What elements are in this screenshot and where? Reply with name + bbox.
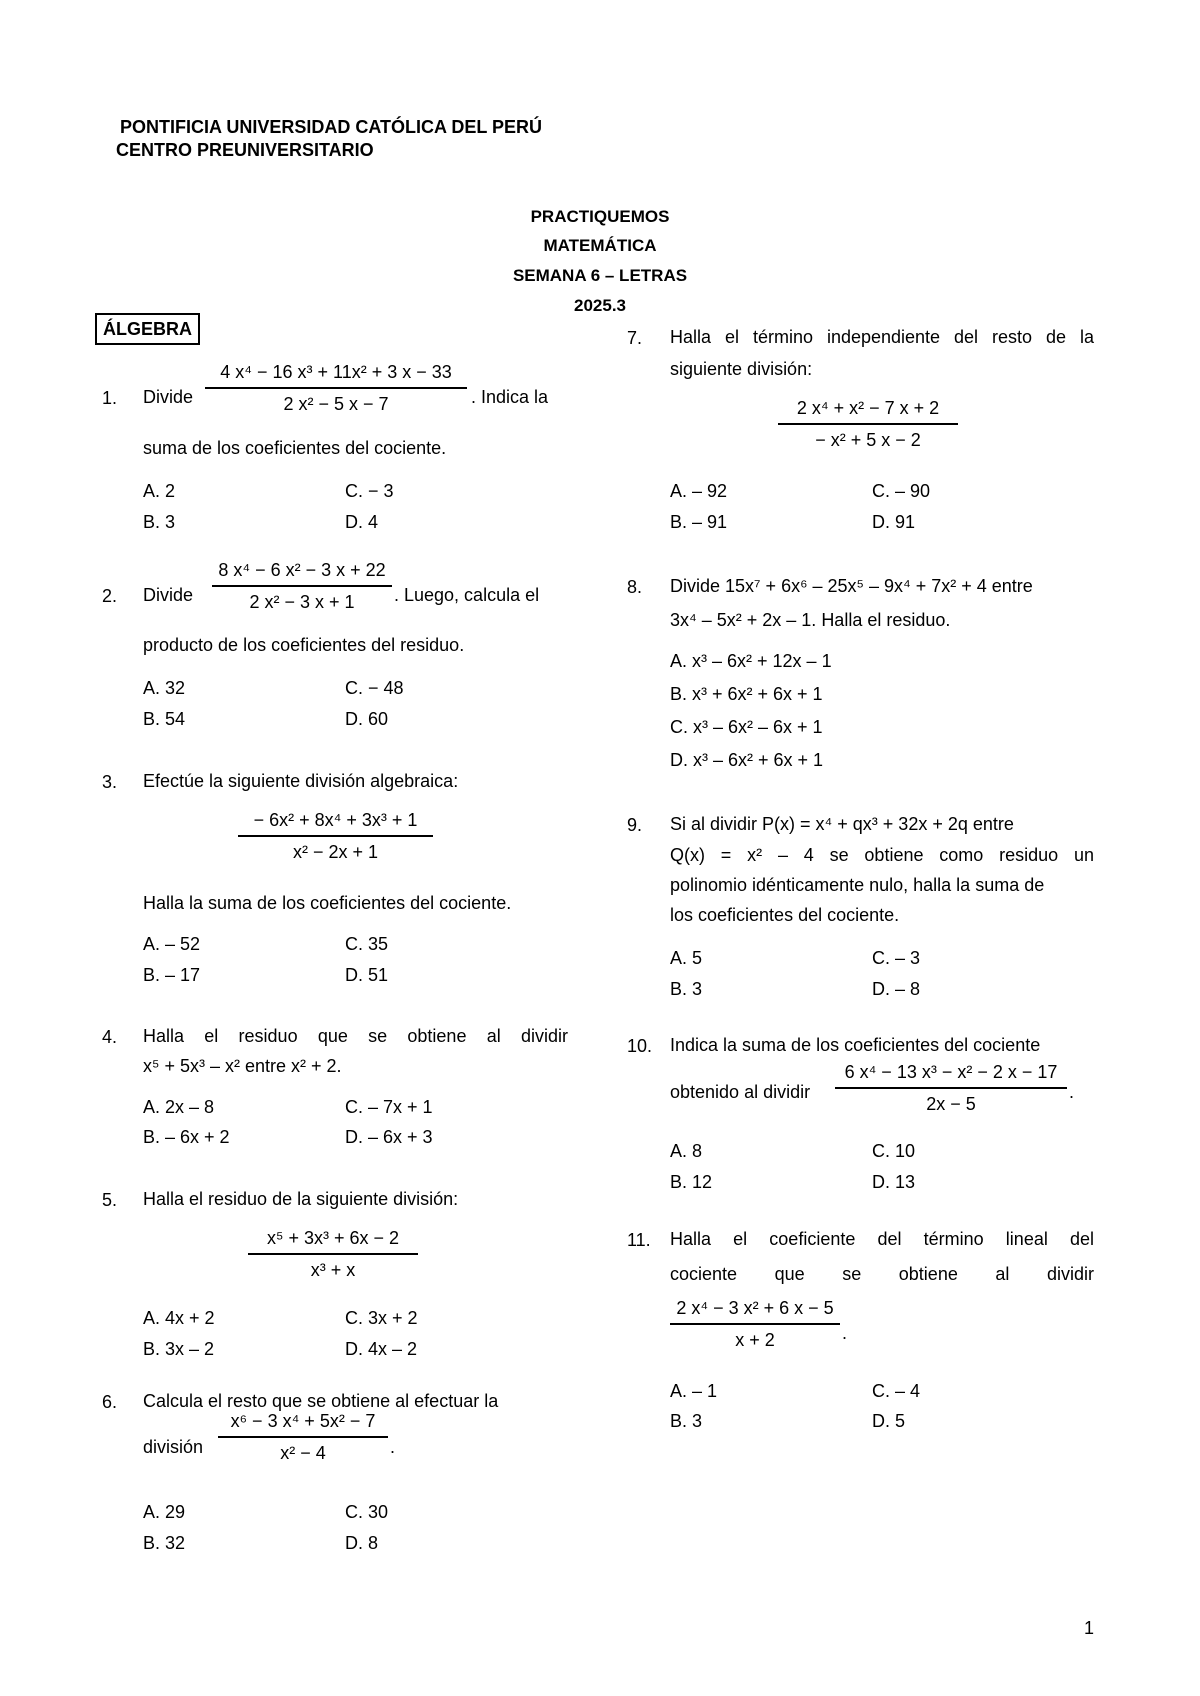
problem-text: Si al dividir P(x) = x⁴ + qx³ + 32x + 2q entre xyxy=(670,814,1014,834)
option-a: A. 29 xyxy=(143,1502,186,1522)
problem-number: 2. xyxy=(102,586,118,606)
denominator: x² − 2x + 1 xyxy=(292,842,379,862)
numerator: 2 x⁴ + x² − 7 x + 2 xyxy=(796,398,940,418)
problem-text: polinomio idénticamente nulo, halla la suma de xyxy=(670,875,1045,895)
option-b: B. 3x – 2 xyxy=(143,1339,215,1359)
problem-number: 10. xyxy=(627,1036,653,1056)
option-c: C. – 7x + 1 xyxy=(345,1097,433,1117)
option-d: D. 60 xyxy=(345,709,389,729)
option-c: C. – 3 xyxy=(872,948,921,968)
problem-number: 3. xyxy=(102,772,118,792)
fraction xyxy=(212,560,392,613)
numerator: 8 x⁴ − 6 x² − 3 x + 22 xyxy=(218,560,386,580)
option-a: A. 8 xyxy=(670,1141,703,1161)
option-a: A. 32 xyxy=(143,678,186,698)
fraction xyxy=(238,810,433,863)
fraction xyxy=(670,1298,840,1351)
option-a: A. – 1 xyxy=(670,1381,718,1401)
fraction xyxy=(248,1228,418,1281)
option-d: D. 13 xyxy=(872,1172,916,1192)
option-a: A. 2x – 8 xyxy=(143,1097,215,1117)
option-b: B. – 91 xyxy=(670,512,728,532)
title-line-4: 2025.3 xyxy=(574,296,626,315)
problem-number: 7. xyxy=(627,328,643,348)
option-d: D. – 6x + 3 xyxy=(345,1127,433,1147)
option-a: A. 2 xyxy=(143,481,176,501)
title-line-1: PRACTIQUEMOS xyxy=(530,207,670,226)
problem-number: 1. xyxy=(102,388,118,408)
fraction xyxy=(778,398,958,451)
denominator: 2 x² − 3 x + 1 xyxy=(249,592,355,612)
option-d: D. – 8 xyxy=(872,979,921,999)
problem-text: producto de los coeficientes del residuo. xyxy=(143,635,465,655)
numerator: 2 x⁴ − 3 x² + 6 x − 5 xyxy=(676,1298,834,1318)
problem-text: Divide xyxy=(143,585,194,605)
problem-number: 11. xyxy=(627,1230,651,1250)
problem-text: obtenido al dividir xyxy=(670,1082,811,1102)
section-label-algebra: ÁLGEBRA xyxy=(95,313,200,345)
option-b: B. 3 xyxy=(143,512,176,532)
problem-text: siguiente división: xyxy=(670,359,813,379)
numerator: 4 x⁴ − 16 x³ + 11x² + 3 x − 33 xyxy=(220,362,452,382)
denominator: x³ + x xyxy=(310,1260,356,1280)
option-d: D. 4 xyxy=(345,512,379,532)
problem-text: cociente que se obtiene al dividir xyxy=(670,1264,1094,1284)
university-name: PONTIFICIA UNIVERSIDAD CATÓLICA DEL PERÚ xyxy=(120,117,543,137)
numerator: − 6x² + 8x⁴ + 3x³ + 1 xyxy=(253,810,418,830)
option-d: D. 91 xyxy=(872,512,916,532)
problem-text: los coeficientes del cociente. xyxy=(670,905,900,925)
problem-text: Calcula el resto que se obtiene al efectuar la xyxy=(143,1391,499,1411)
problem-text: Divide 15x⁷ + 6x⁶ – 25x⁵ – 9x⁴ + 7x² + 4 entre xyxy=(670,576,1033,596)
option-c: C. − 48 xyxy=(345,678,404,698)
option-b: B. – 6x + 2 xyxy=(143,1127,230,1147)
problem-text: Halla la suma de los coeficientes del cociente. xyxy=(143,893,512,913)
problem-text: . Luego, calcula el xyxy=(394,585,540,605)
problem-number: 8. xyxy=(627,577,643,597)
option-b: B. 54 xyxy=(143,709,186,729)
option-b: B. 3 xyxy=(670,979,703,999)
problem-text: Halla el residuo de la siguiente división: xyxy=(143,1189,459,1209)
problem-text: 3x⁴ – 5x² + 2x – 1. Halla el residuo. xyxy=(670,610,951,630)
denominator: − x² + 5 x − 2 xyxy=(815,430,921,450)
option-d: D. x³ – 6x² + 6x + 1 xyxy=(670,750,824,770)
option-d: D. 51 xyxy=(345,965,389,985)
option-d: D. 5 xyxy=(872,1411,906,1431)
option-a: A. 5 xyxy=(670,948,703,968)
option-c: C. 35 xyxy=(345,934,389,954)
problem-text: división xyxy=(143,1437,204,1457)
option-b: B. 12 xyxy=(670,1172,713,1192)
option-c: C. − 3 xyxy=(345,481,394,501)
fraction xyxy=(205,362,467,415)
problem-number: 4. xyxy=(102,1027,118,1047)
option-c: C. – 4 xyxy=(872,1381,921,1401)
problem-text: Halla el coeficiente del término lineal del xyxy=(670,1229,1094,1249)
numerator: x⁶ − 3 x⁴ + 5x² − 7 xyxy=(230,1411,376,1431)
option-b: B. x³ + 6x² + 6x + 1 xyxy=(670,684,823,704)
page-number: 1 xyxy=(1084,1618,1095,1638)
problem-number: 5. xyxy=(102,1190,118,1210)
problem-number: 9. xyxy=(627,815,643,835)
problem-text: Efectúe la siguiente división algebraica: xyxy=(143,771,459,791)
fraction xyxy=(835,1062,1067,1115)
option-a: A. x³ – 6x² + 12x – 1 xyxy=(670,651,832,671)
denominator: x² − 4 xyxy=(280,1443,326,1463)
numerator: 6 x⁴ − 13 x³ − x² − 2 x − 17 xyxy=(844,1062,1058,1082)
center-name: CENTRO PREUNIVERSITARIO xyxy=(116,140,374,160)
problem-text: suma de los coeficientes del cociente. xyxy=(143,438,447,458)
title-line-3: SEMANA 6 – LETRAS xyxy=(512,266,688,285)
option-c: C. x³ – 6x² – 6x + 1 xyxy=(670,717,823,737)
option-d: D. 4x – 2 xyxy=(345,1339,418,1359)
problem-text: Indica la suma de los coeficientes del cociente xyxy=(670,1035,1041,1055)
problem-number: 6. xyxy=(102,1392,118,1412)
denominator: 2 x² − 5 x − 7 xyxy=(283,394,389,414)
problem-text: Q(x) = x² – 4 se obtiene como residuo un xyxy=(670,845,1094,865)
option-b: B. 32 xyxy=(143,1533,186,1553)
denominator: 2x − 5 xyxy=(926,1094,976,1114)
numerator: x⁵ + 3x³ + 6x − 2 xyxy=(266,1228,400,1248)
option-c: C. – 90 xyxy=(872,481,931,501)
option-d: D. 8 xyxy=(345,1533,379,1553)
option-a: A. – 52 xyxy=(143,934,201,954)
option-c: C. 30 xyxy=(345,1502,389,1522)
problem-text: . xyxy=(390,1437,396,1457)
title-line-2: MATEMÁTICA xyxy=(543,236,657,255)
problem-text: . xyxy=(1069,1082,1075,1102)
denominator: x + 2 xyxy=(735,1330,775,1350)
option-a: A. – 92 xyxy=(670,481,728,501)
option-c: C. 10 xyxy=(872,1141,916,1161)
problem-text: . xyxy=(842,1323,848,1343)
problem-text: x⁵ + 5x³ – x² entre x² + 2. xyxy=(143,1056,342,1076)
option-b: B. – 17 xyxy=(143,965,201,985)
problem-text: . Indica la xyxy=(471,387,549,407)
problem-text: Halla el término independiente del resto de la xyxy=(670,327,1094,347)
option-b: B. 3 xyxy=(670,1411,703,1431)
problem-text: Halla el residuo que se obtiene al dividir xyxy=(143,1026,568,1046)
option-c: C. 3x + 2 xyxy=(345,1308,418,1328)
option-a: A. 4x + 2 xyxy=(143,1308,215,1328)
fraction xyxy=(218,1411,388,1464)
problem-text: Divide xyxy=(143,387,194,407)
